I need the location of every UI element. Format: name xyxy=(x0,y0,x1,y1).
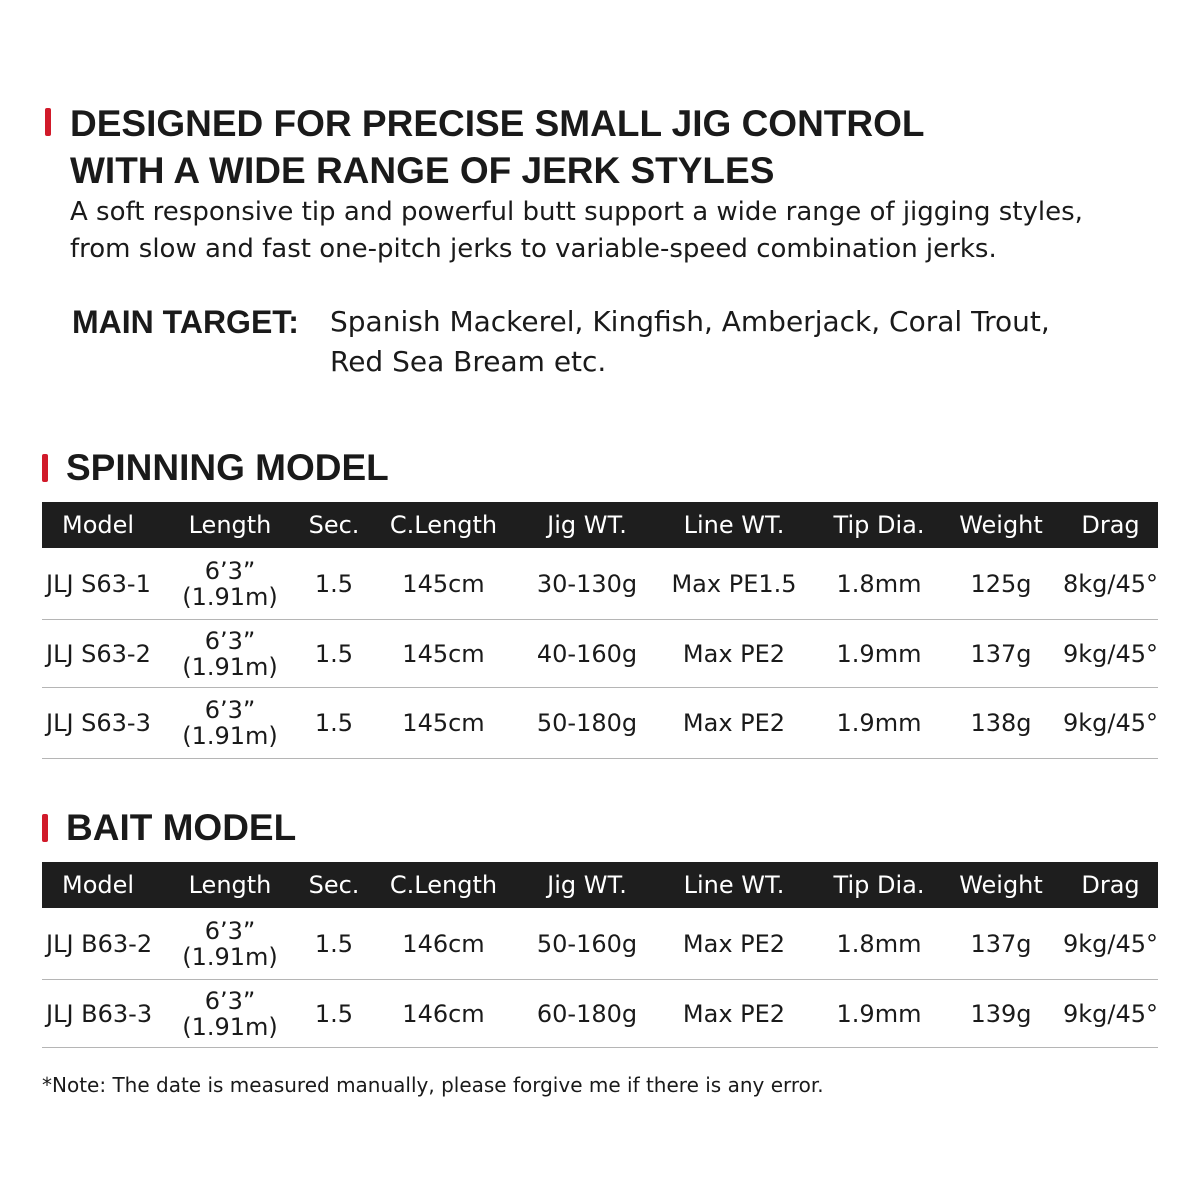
length-feet: 6’3” xyxy=(204,696,256,724)
header-drag: Drag xyxy=(1081,511,1140,539)
cell-weight: 125g xyxy=(970,569,1032,598)
description-line-2: from slow and fast one-pitch jerks to variable-speed combination jerks. xyxy=(70,234,997,264)
cell-sec: 1.5 xyxy=(314,999,354,1028)
cell-weight: 138g xyxy=(970,709,1032,737)
headline xyxy=(70,100,925,194)
cell-model: JLJ B63-2 xyxy=(46,929,153,958)
bait-table-header xyxy=(42,862,1158,908)
cell-tip-dia: 1.9mm xyxy=(836,639,922,668)
length-meters: (1.91m) xyxy=(182,722,278,750)
cell-length xyxy=(154,980,306,1047)
cell-drag: 9kg/45° xyxy=(1062,709,1159,737)
header-c-length: C.Length xyxy=(389,871,498,899)
cell-line-wt: Max PE2 xyxy=(682,999,786,1028)
cell-length xyxy=(154,620,306,687)
header-length: Length xyxy=(188,871,272,899)
description xyxy=(70,194,1083,268)
footnote: *Note: The date is measured manually, please forgive me if there is any error. xyxy=(42,1073,824,1097)
cell-length xyxy=(154,688,306,758)
cell-drag: 9kg/45° xyxy=(1062,999,1159,1028)
header-line-wt: Line WT. xyxy=(683,511,785,539)
header-model: Model xyxy=(62,871,135,899)
description-line-1: A soft responsive tip and powerful butt support a wide range of jigging styles, xyxy=(70,197,1083,227)
cell-line-wt: Max PE2 xyxy=(682,709,786,737)
cell-tip-dia: 1.9mm xyxy=(836,709,922,737)
cell-jig-wt: 50-180g xyxy=(536,709,638,737)
header-tip-dia: Tip Dia. xyxy=(833,511,925,539)
header-weight: Weight xyxy=(959,871,1043,899)
length-feet: 6’3” xyxy=(204,916,256,945)
cell-drag: 9kg/45° xyxy=(1062,639,1159,668)
header-jig-wt: Jig WT. xyxy=(547,511,627,539)
cell-c-length: 145cm xyxy=(402,569,485,598)
length-meters: (1.91m) xyxy=(182,582,278,611)
cell-jig-wt: 30-130g xyxy=(536,569,638,598)
cell-jig-wt: 40-160g xyxy=(536,639,638,668)
cell-tip-dia: 1.8mm xyxy=(836,569,922,598)
cell-drag: 8kg/45° xyxy=(1062,569,1159,598)
cell-c-length: 145cm xyxy=(402,709,485,737)
main-target-line-1: Spanish Mackerel, Kingfish, Amberjack, Coral Trout, xyxy=(330,305,1050,338)
cell-sec: 1.5 xyxy=(314,569,354,598)
header-sec: Sec. xyxy=(308,511,360,539)
spinning-section-title: SPINNING MODEL xyxy=(66,447,389,488)
bait-accent-bar xyxy=(42,814,48,842)
headline-line-1: DESIGNED FOR PRECISE SMALL JIG CONTROL xyxy=(70,103,925,144)
cell-weight: 137g xyxy=(970,639,1032,668)
header-drag: Drag xyxy=(1081,871,1140,899)
cell-jig-wt: 50-160g xyxy=(536,929,638,958)
main-target-value xyxy=(330,302,1050,382)
header-c-length: C.Length xyxy=(389,511,498,539)
cell-drag: 9kg/45° xyxy=(1062,929,1159,958)
bait-spec-table xyxy=(42,862,1158,1048)
header-tip-dia: Tip Dia. xyxy=(833,871,925,899)
cell-c-length: 146cm xyxy=(402,999,485,1028)
cell-c-length: 145cm xyxy=(402,639,485,668)
header-line-wt: Line WT. xyxy=(683,871,785,899)
cell-model: JLJ S63-3 xyxy=(46,709,151,737)
length-feet: 6’3” xyxy=(204,626,256,655)
cell-weight: 137g xyxy=(970,929,1032,958)
cell-weight: 139g xyxy=(970,999,1032,1028)
cell-line-wt: Max PE1.5 xyxy=(671,569,797,598)
length-meters: (1.91m) xyxy=(182,652,278,681)
length-feet: 6’3” xyxy=(204,556,256,585)
cell-length xyxy=(154,908,306,979)
length-meters: (1.91m) xyxy=(182,1012,278,1041)
table-row xyxy=(42,980,1158,1048)
spinning-table-header xyxy=(42,502,1158,548)
header-weight: Weight xyxy=(959,511,1043,539)
cell-model: JLJ S63-1 xyxy=(46,569,151,598)
spinning-accent-bar xyxy=(42,454,48,482)
header-sec: Sec. xyxy=(308,871,360,899)
main-target-line-2: Red Sea Bream etc. xyxy=(330,345,607,378)
cell-tip-dia: 1.9mm xyxy=(836,999,922,1028)
headline-accent-bar xyxy=(45,108,51,136)
table-row xyxy=(42,620,1158,688)
header-length: Length xyxy=(188,511,272,539)
cell-sec: 1.5 xyxy=(314,709,354,737)
cell-tip-dia: 1.8mm xyxy=(836,929,922,958)
cell-c-length: 146cm xyxy=(402,929,485,958)
header-model: Model xyxy=(62,511,135,539)
cell-jig-wt: 60-180g xyxy=(536,999,638,1028)
cell-length xyxy=(154,548,306,619)
spinning-spec-table xyxy=(42,502,1158,759)
length-meters: (1.91m) xyxy=(182,942,278,971)
cell-line-wt: Max PE2 xyxy=(682,929,786,958)
cell-sec: 1.5 xyxy=(314,639,354,668)
table-row xyxy=(42,908,1158,980)
cell-sec: 1.5 xyxy=(314,929,354,958)
main-target-label: MAIN TARGET: xyxy=(72,304,299,340)
table-row xyxy=(42,548,1158,620)
cell-line-wt: Max PE2 xyxy=(682,639,786,668)
cell-model: JLJ B63-3 xyxy=(46,999,153,1028)
header-jig-wt: Jig WT. xyxy=(547,871,627,899)
cell-model: JLJ S63-2 xyxy=(46,639,151,668)
table-row xyxy=(42,688,1158,759)
headline-line-2: WITH A WIDE RANGE OF JERK STYLES xyxy=(70,150,775,191)
bait-section-title: BAIT MODEL xyxy=(66,807,297,848)
length-feet: 6’3” xyxy=(204,986,256,1015)
